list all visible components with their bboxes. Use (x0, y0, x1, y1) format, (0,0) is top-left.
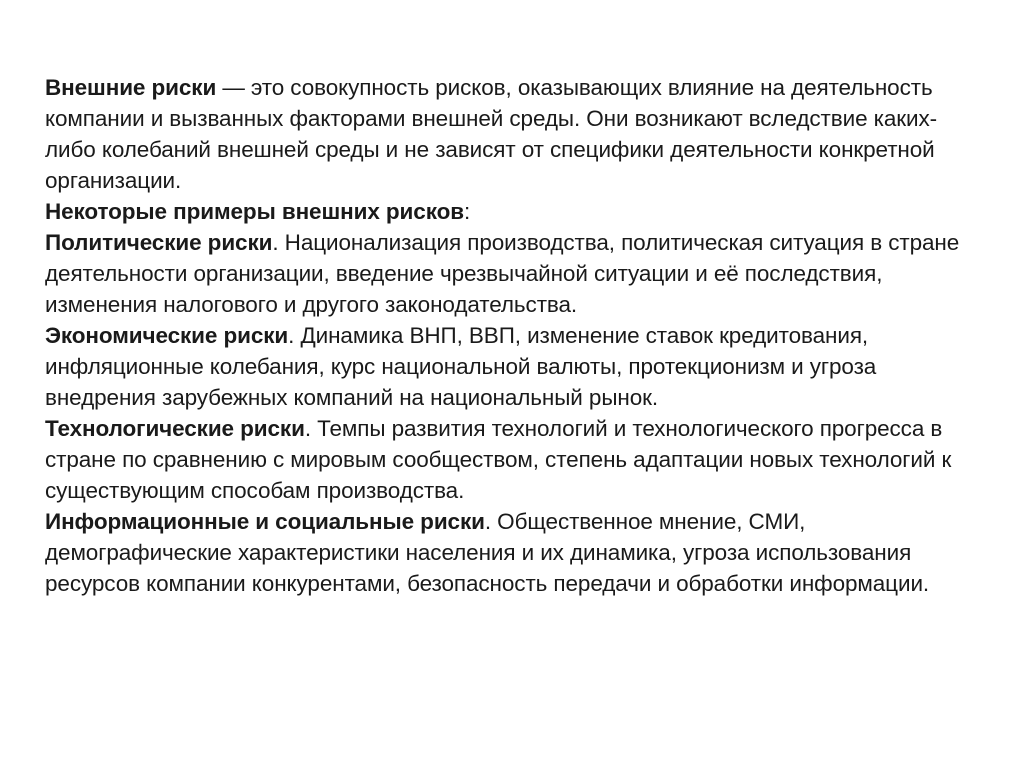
term-economic-risks: Экономические риски (45, 323, 289, 348)
description-technological-risks: . Темпы развития технологий и технологического прогресса в стране по сравнению с мировым сообществом, степень адаптации новых технологий к существующим способам производства. (45, 416, 952, 503)
paragraph-external-risks-definition (45, 72, 985, 196)
slide-text-body (45, 72, 985, 599)
paragraph-technological-risks (45, 413, 985, 506)
term-political-risks: Политические риски (45, 230, 273, 255)
description-economic-risks: . Динамика ВНП, ВВП, изменение ставок кредитования, инфляционные колебания, курс национальной валюты, протекционизм и угроза внедрения зарубежных компаний на национальный рынок. (45, 323, 877, 410)
paragraph-information-social-risks (45, 506, 985, 599)
paragraph-economic-risks (45, 320, 985, 413)
examples-heading-colon: : (463, 199, 471, 224)
term-external-risks: Внешние риски (45, 75, 217, 100)
paragraph-examples-heading (45, 196, 985, 227)
description-political-risks: . Национализация производства, политическая ситуация в стране деятельности организации, введение чрезвычайной ситуации и её последствия, изменения налогового и другого законодательства. (45, 230, 960, 317)
term-information-social-risks: Информационные и социальные риски (45, 509, 485, 534)
description-information-social-risks: . Общественное мнение, СМИ, демографические характеристики населения и их динамика, угроза использования ресурсов компании конкурентами, безопасность передачи и обработки информации. (45, 509, 930, 596)
term-examples-heading: Некоторые примеры внешних рисков (45, 199, 464, 224)
paragraph-political-risks (45, 227, 985, 320)
term-technological-risks: Технологические риски (45, 416, 305, 441)
definition-external-risks: — это совокупность рисков, оказывающих влияние на деятельность компании и вызванных факторами внешней среды. Они возникают вследствие каких-либо колебаний внешней среды и не зависят от специфики деятельности конкретной организации. (45, 75, 938, 193)
